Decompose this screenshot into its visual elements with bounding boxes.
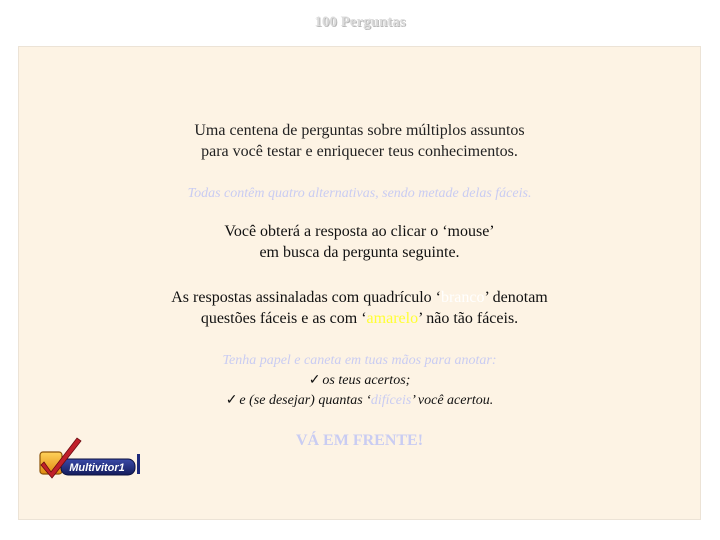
legend-yellow-word: amarelo xyxy=(366,310,419,327)
tip-item-2 xyxy=(19,391,700,411)
intro-line-1: Uma centena de perguntas sobre múltiplos assuntos xyxy=(194,122,525,139)
legend-white-word: branco xyxy=(440,289,485,306)
tip-item-2-part-2: ’ você acertou. xyxy=(411,393,494,408)
checkbox-logo-icon xyxy=(37,432,143,482)
instructions-text xyxy=(19,221,700,263)
legend-part-2: ’ denotam xyxy=(484,289,548,306)
tip-text xyxy=(19,351,700,411)
tip-line-1: Tenha papel e caneta em tuas mãos para anotar: xyxy=(222,353,497,368)
tip-item-1 xyxy=(19,371,700,391)
intro-line-2: para você testar e enriquecer teus conhecimentos. xyxy=(201,143,518,160)
legend-part-3: questões fáceis e as com ‘ xyxy=(200,310,367,327)
logo-wordmark: Multivitor1 xyxy=(69,462,125,474)
legend-part-4: ’ não tão fáceis. xyxy=(418,310,519,327)
instructions-line-2: em busca da pergunta seguinte. xyxy=(259,244,460,261)
legend-part-1: As respostas assinaladas com quadrículo ‘ xyxy=(171,289,441,306)
page-title: 100 Perguntas xyxy=(314,14,406,30)
alternatives-note: Todas contêm quatro alternativas, sendo metade delas fáceis. xyxy=(187,186,532,201)
slide-panel xyxy=(18,46,701,520)
legend-text xyxy=(19,287,700,329)
go-ahead-link[interactable]: VÁ EM FRENTE! xyxy=(295,432,424,449)
legend-line-2 xyxy=(19,308,700,329)
legend-line-1 xyxy=(19,287,700,308)
tip-item-2-word: difíceis xyxy=(370,393,412,408)
instructions-line-1: Você obterá a resposta ao clicar o ‘mouse’ xyxy=(224,223,495,240)
tip-item-2-part-1: e (se desejar) quantas ‘ xyxy=(239,393,371,408)
tip-item-1-text: os teus acertos; xyxy=(322,373,411,388)
checkmark-icon: ✓ xyxy=(225,393,238,408)
checkmark-icon: ✓ xyxy=(308,373,321,388)
intro-text xyxy=(19,120,700,162)
